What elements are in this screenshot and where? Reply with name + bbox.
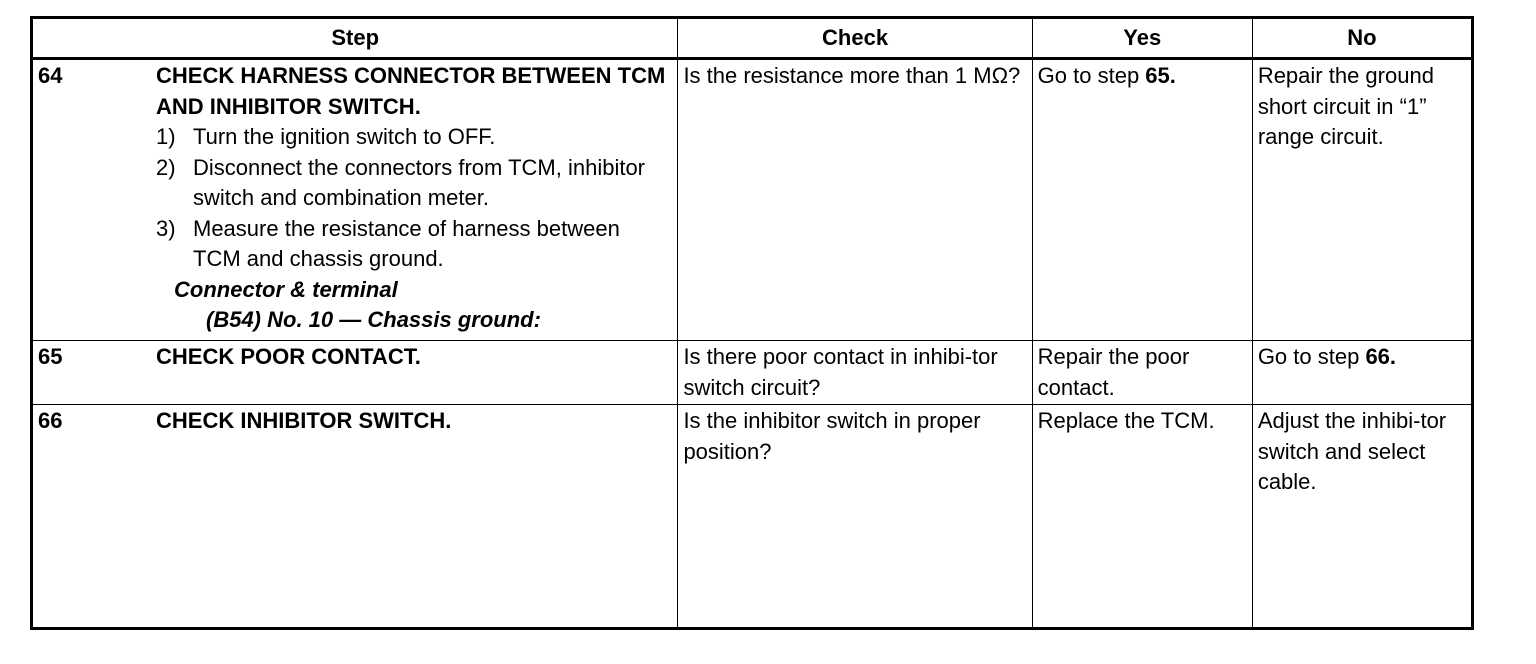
table-row [32, 59, 1473, 341]
check-cell [678, 341, 1032, 405]
no-text [1253, 341, 1471, 373]
step-cell [32, 405, 678, 629]
instruction-number: 2) [156, 154, 176, 180]
header-no: No [1252, 18, 1472, 59]
no-text: Adjust the inhibi-tor switch and select cable. [1257, 408, 1447, 494]
yes-text: Repair the poor contact. [1037, 344, 1190, 400]
yes-step-ref: 65. [1145, 63, 1176, 88]
connector-value: (B54) No. 10 — Chassis ground: [206, 307, 541, 332]
yes-cell [1032, 405, 1252, 629]
check-text: Is the inhibitor switch in proper position? [683, 408, 981, 464]
no-step-ref: 66. [1365, 344, 1397, 369]
step-cell [32, 341, 678, 405]
step-cell [32, 59, 678, 341]
yes-text [1033, 60, 1252, 92]
check-text: Is the resistance more than 1 MΩ? [683, 63, 1021, 88]
instruction-text: Measure the resistance of harness between TCM and chassis ground. [193, 215, 620, 271]
check-text: Is there poor contact in inhibi-tor switch circuit? [683, 344, 998, 400]
instruction-number: 1) [156, 124, 176, 149]
step-title: CHECK HARNESS CONNECTOR BETWEEN TCM AND INHIBITOR SWITCH. [156, 63, 666, 119]
step-title: CHECK INHIBITOR SWITCH. [156, 408, 452, 433]
step-number: 65 [38, 344, 63, 369]
no-cell [1252, 405, 1472, 629]
diagnostic-table [30, 16, 1474, 630]
yes-cell [1032, 341, 1252, 405]
yes-cell [1032, 59, 1252, 341]
connector-label: Connector & terminal [174, 276, 398, 302]
step-number: 64 [38, 63, 63, 88]
instruction-list [156, 122, 671, 275]
instruction-item [156, 122, 671, 153]
yes-text: Replace the TCM. [1037, 408, 1215, 433]
instruction-text: Disconnect the connectors from TCM, inhibitor switch and combination meter. [193, 154, 645, 210]
header-check: Check [678, 18, 1032, 59]
no-cell [1252, 341, 1472, 405]
yes-prefix: Go to step [1037, 63, 1146, 88]
table-row [32, 341, 1473, 405]
header-yes: Yes [1032, 18, 1252, 59]
no-text: Repair the ground short circuit in “1” range circuit. [1257, 63, 1434, 149]
check-cell [678, 405, 1032, 629]
header-step: Step [32, 18, 678, 59]
instruction-item [156, 153, 671, 214]
instruction-item [156, 214, 671, 275]
instruction-number: 3) [156, 215, 176, 241]
no-prefix: Go to step [1257, 344, 1366, 369]
step-title: CHECK POOR CONTACT. [156, 344, 421, 369]
header-row [32, 18, 1473, 59]
no-cell [1252, 59, 1472, 341]
table-row [32, 405, 1473, 629]
check-cell [678, 59, 1032, 341]
step-number: 66 [38, 408, 63, 433]
instruction-text: Turn the ignition switch to OFF. [193, 124, 496, 149]
